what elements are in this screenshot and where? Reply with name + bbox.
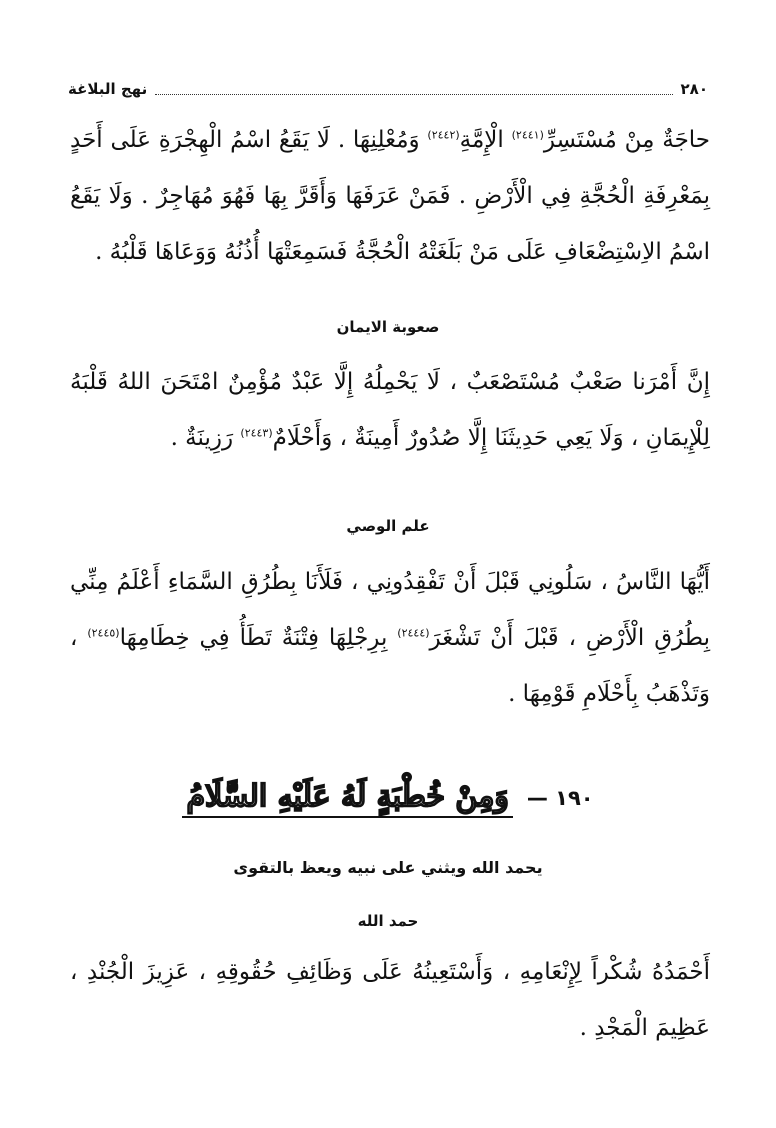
text-segment: أَيُّهَا النَّاسُ ، سَلُونِي قَبْلَ أَنْ تَفْقِدُونِي ، فَلَأَنَا بِطُرُقِ السَّمَاءِ أَعْلَمُ مِنِّي بِطُرُقِ الْأَرْضِ ، قَبْلَ أَنْ تَشْغَرَ <box>70 569 711 651</box>
section-heading-knowledge: علم الوصي <box>346 517 430 535</box>
sermon-number: ١٩٠ — <box>526 786 594 810</box>
text-segment: وَمُعْلِنِهَا . لَا يَقَعُ اسْمُ الْهِجْرَةِ عَلَى أَحَدٍ بِمَعْرِفَةِ الْحُجَّةِ فِي الْأَرْضِ . فَمَنْ عَرَفَهَا وَأَقَرَّ بِهَا فَهُوَ مُهَاجِرٌ . وَلَا يَقَعُ اسْمُ الاِسْتِضْعَافِ عَلَى مَنْ بَلَغَتْهُ الْحُجَّةُ فَسَمِعَتْهَا أُذُنُهُ وَوَعَاهَا قَلْبُهُ . <box>70 127 710 265</box>
paragraph-faith <box>70 354 710 466</box>
footnote-ref[interactable]: (٢٤٤٥) <box>87 626 120 640</box>
header-leader-dots <box>155 84 672 95</box>
paragraph-praise: أَحْمَدُهُ شُكْراً لِإِنْعَامِهِ ، وَأَسْتَعِينُهُ عَلَى وَظَائِفِ حُقُوقِهِ ، عَزِيزَ الْجُنْدِ ، عَظِيمَ الْمَجْدِ . <box>70 959 710 1041</box>
sermon-calligraphy-title: وَمِنْ خُطْبَةٍ لَهُ عَلَيْهِ السَّلَامُ <box>182 779 512 818</box>
text-segment: ، وَتَذْهَبُ بِأَحْلَامِ قَوْمِهَا . <box>70 625 710 707</box>
sermon-title <box>70 772 706 824</box>
section-heading-praise: حمد الله <box>357 912 419 930</box>
book-title: نهج البلاغة <box>68 80 148 98</box>
footnote-ref[interactable]: (٢٤٤١) <box>511 128 544 142</box>
page-number: ٢٨٠ <box>680 80 708 98</box>
text-segment: بِرِجْلِهَا فِتْنَةٌ تَطَأُ فِي خِطَامِهَا <box>119 625 388 651</box>
sermon-subtitle: يحمد الله ويثني على نبيه ويعظ بالتقوى <box>233 858 543 877</box>
section-heading-faith: صعوبة الايمان <box>336 318 440 336</box>
text-segment: إِنَّ أَمْرَنا صَعْبٌ مُسْتَصْعَبٌ ، لَا يَحْمِلُهُ إِلَّا عَبْدٌ مُؤْمِنٌ امْتَحَنَ اللهُ قَلْبَهُ لِلْإِيمَانِ ، وَلَا يَعِي حَدِيثَنَا إِلَّا صُدُورٌ أَمِينَةٌ ، وَأَحْلَامٌ <box>70 369 710 451</box>
footnote-ref[interactable]: (٢٤٤٤) <box>397 626 430 640</box>
text-segment: حاجَةٌ مِنْ مُسْتَسِرِّ <box>543 127 711 153</box>
text-segment: رَزِينَةٌ . <box>170 425 234 451</box>
footnote-ref[interactable]: (٢٤٤٢) <box>427 128 460 142</box>
paragraph-hijra <box>70 112 710 280</box>
paragraph-knowledge <box>70 554 710 722</box>
footnote-ref[interactable]: (٢٤٤٣) <box>240 426 273 440</box>
text-segment: الْإِمَّةِ <box>459 127 504 153</box>
running-header <box>68 75 708 103</box>
